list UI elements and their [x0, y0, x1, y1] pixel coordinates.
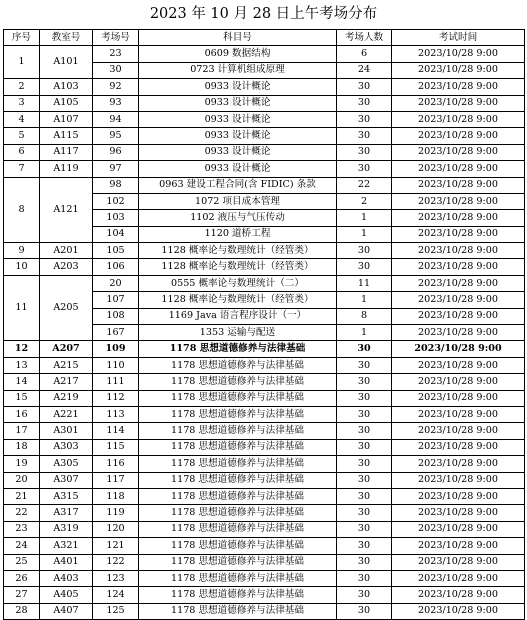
cell-subject: 0963 建设工程合同(含 FIDIC) 条款: [139, 177, 337, 193]
table-row: [4, 128, 525, 144]
cell-exam-hall: 30: [93, 62, 139, 78]
cell-exam-time: 2023/10/28 9:00: [392, 587, 525, 603]
table-row: [4, 259, 525, 275]
cell-classroom: A303: [40, 439, 93, 455]
table-body: [4, 46, 525, 620]
cell-student-count: 30: [337, 95, 392, 111]
cell-exam-time: 2023/10/28 9:00: [392, 111, 525, 127]
cell-exam-hall: 109: [93, 341, 139, 357]
cell-index: 11: [4, 275, 40, 341]
cell-index: 20: [4, 472, 40, 488]
column-header-subject: 科目号: [139, 30, 337, 46]
cell-subject: 1353 运输与配送: [139, 325, 337, 341]
cell-exam-time: 2023/10/28 9:00: [392, 95, 525, 111]
cell-exam-hall: 125: [93, 603, 139, 619]
cell-student-count: 30: [337, 456, 392, 472]
cell-classroom: A317: [40, 505, 93, 521]
cell-exam-time: 2023/10/28 9:00: [392, 177, 525, 193]
cell-subject: 0933 设计概论: [139, 144, 337, 160]
table-row: [4, 144, 525, 160]
cell-subject: 1178 思想道德修养与法律基础: [139, 374, 337, 390]
cell-subject: 1102 液压与气压传动: [139, 210, 337, 226]
cell-student-count: 11: [337, 275, 392, 291]
cell-exam-hall: 115: [93, 439, 139, 455]
cell-classroom: A217: [40, 374, 93, 390]
table-row: [4, 587, 525, 603]
cell-exam-time: 2023/10/28 9:00: [392, 406, 525, 422]
cell-index: 7: [4, 161, 40, 177]
cell-student-count: 2: [337, 193, 392, 209]
table-row: [4, 46, 525, 62]
cell-subject: 0933 设计概论: [139, 161, 337, 177]
table-row: [4, 341, 525, 357]
cell-index: 8: [4, 177, 40, 243]
cell-classroom: A401: [40, 554, 93, 570]
cell-index: 25: [4, 554, 40, 570]
cell-subject: 1169 Java 语言程序设计（一）: [139, 308, 337, 324]
cell-subject: 1072 项目成本管理: [139, 193, 337, 209]
cell-exam-hall: 124: [93, 587, 139, 603]
cell-subject: 0555 概率论与数理统计（二）: [139, 275, 337, 291]
table-row: [4, 456, 525, 472]
cell-exam-time: 2023/10/28 9:00: [392, 161, 525, 177]
cell-index: 2: [4, 79, 40, 95]
cell-exam-hall: 92: [93, 79, 139, 95]
cell-exam-time: 2023/10/28 9:00: [392, 128, 525, 144]
cell-subject: 1178 思想道德修养与法律基础: [139, 538, 337, 554]
table-row: [4, 161, 525, 177]
cell-subject: 1178 思想道德修养与法律基础: [139, 472, 337, 488]
cell-subject: 0933 设计概论: [139, 95, 337, 111]
table-row: [4, 521, 525, 537]
cell-exam-hall: 104: [93, 226, 139, 242]
cell-exam-time: 2023/10/28 9:00: [392, 292, 525, 308]
cell-index: 24: [4, 538, 40, 554]
cell-subject: 1178 思想道德修养与法律基础: [139, 341, 337, 357]
cell-exam-hall: 167: [93, 325, 139, 341]
cell-index: 14: [4, 374, 40, 390]
table-row: [4, 439, 525, 455]
table-row: [4, 472, 525, 488]
cell-index: 4: [4, 111, 40, 127]
cell-classroom: A103: [40, 79, 93, 95]
table-row: [4, 570, 525, 586]
cell-student-count: 24: [337, 62, 392, 78]
cell-exam-time: 2023/10/28 9:00: [392, 374, 525, 390]
cell-exam-time: 2023/10/28 9:00: [392, 275, 525, 291]
cell-student-count: 30: [337, 603, 392, 619]
cell-student-count: 30: [337, 554, 392, 570]
cell-exam-hall: 94: [93, 111, 139, 127]
cell-subject: 1178 思想道德修养与法律基础: [139, 488, 337, 504]
cell-student-count: 6: [337, 46, 392, 62]
table-row: [4, 538, 525, 554]
cell-exam-hall: 93: [93, 95, 139, 111]
column-header-exam-hall: 考场号: [93, 30, 139, 46]
table-row: [4, 423, 525, 439]
cell-index: 23: [4, 521, 40, 537]
cell-subject: 1178 思想道德修养与法律基础: [139, 423, 337, 439]
cell-classroom: A101: [40, 46, 93, 79]
cell-student-count: 30: [337, 259, 392, 275]
cell-exam-time: 2023/10/28 9:00: [392, 357, 525, 373]
cell-exam-time: 2023/10/28 9:00: [392, 390, 525, 406]
cell-exam-hall: 107: [93, 292, 139, 308]
cell-exam-hall: 113: [93, 406, 139, 422]
cell-subject: 1178 思想道德修养与法律基础: [139, 570, 337, 586]
cell-student-count: 30: [337, 243, 392, 259]
cell-index: 12: [4, 341, 40, 357]
cell-classroom: A319: [40, 521, 93, 537]
cell-classroom: A121: [40, 177, 93, 243]
cell-student-count: 1: [337, 325, 392, 341]
cell-exam-time: 2023/10/28 9:00: [392, 46, 525, 62]
cell-exam-hall: 95: [93, 128, 139, 144]
cell-exam-hall: 110: [93, 357, 139, 373]
cell-subject: 1128 概率论与数理统计（经管类）: [139, 292, 337, 308]
cell-index: 9: [4, 243, 40, 259]
table-row: [4, 603, 525, 619]
cell-index: 28: [4, 603, 40, 619]
cell-student-count: 30: [337, 439, 392, 455]
cell-subject: 1178 思想道德修养与法律基础: [139, 390, 337, 406]
cell-student-count: 30: [337, 587, 392, 603]
cell-index: 1: [4, 46, 40, 79]
cell-student-count: 1: [337, 210, 392, 226]
cell-classroom: A315: [40, 488, 93, 504]
cell-index: 6: [4, 144, 40, 160]
cell-classroom: A119: [40, 161, 93, 177]
cell-exam-hall: 118: [93, 488, 139, 504]
cell-exam-hall: 20: [93, 275, 139, 291]
cell-exam-time: 2023/10/28 9:00: [392, 79, 525, 95]
cell-exam-hall: 96: [93, 144, 139, 160]
cell-student-count: 30: [337, 111, 392, 127]
cell-exam-time: 2023/10/28 9:00: [392, 570, 525, 586]
cell-exam-hall: 105: [93, 243, 139, 259]
page-title: 2023 年 10 月 28 日上午考场分布: [149, 6, 378, 22]
cell-subject: 1178 思想道德修养与法律基础: [139, 603, 337, 619]
cell-exam-hall: 116: [93, 456, 139, 472]
cell-classroom: A405: [40, 587, 93, 603]
cell-classroom: A321: [40, 538, 93, 554]
cell-exam-time: 2023/10/28 9:00: [392, 341, 525, 357]
cell-index: 16: [4, 406, 40, 422]
cell-subject: 1128 概率论与数理统计（经管类）: [139, 259, 337, 275]
cell-exam-time: 2023/10/28 9:00: [392, 488, 525, 504]
cell-student-count: 30: [337, 128, 392, 144]
cell-index: 3: [4, 95, 40, 111]
table-row: [4, 79, 525, 95]
cell-subject: 1178 思想道德修养与法律基础: [139, 439, 337, 455]
cell-exam-time: 2023/10/28 9:00: [392, 259, 525, 275]
cell-exam-hall: 121: [93, 538, 139, 554]
cell-exam-time: 2023/10/28 9:00: [392, 210, 525, 226]
cell-classroom: A117: [40, 144, 93, 160]
table-row: [4, 95, 525, 111]
cell-subject: 1178 思想道德修养与法律基础: [139, 406, 337, 422]
table-row: [4, 406, 525, 422]
cell-classroom: A201: [40, 243, 93, 259]
cell-index: 21: [4, 488, 40, 504]
cell-exam-time: 2023/10/28 9:00: [392, 538, 525, 554]
cell-exam-hall: 114: [93, 423, 139, 439]
cell-student-count: 30: [337, 357, 392, 373]
cell-subject: 0609 数据结构: [139, 46, 337, 62]
cell-exam-time: 2023/10/28 9:00: [392, 226, 525, 242]
cell-classroom: A305: [40, 456, 93, 472]
cell-subject: 0933 设计概论: [139, 79, 337, 95]
cell-classroom: A403: [40, 570, 93, 586]
cell-student-count: 1: [337, 226, 392, 242]
cell-exam-time: 2023/10/28 9:00: [392, 472, 525, 488]
table-row: [4, 357, 525, 373]
table-row: [4, 111, 525, 127]
cell-exam-hall: 98: [93, 177, 139, 193]
cell-exam-hall: 120: [93, 521, 139, 537]
column-header-classroom: 教室号: [40, 30, 93, 46]
table-row: [4, 374, 525, 390]
table-row: [4, 554, 525, 570]
cell-subject: 1178 思想道德修养与法律基础: [139, 505, 337, 521]
cell-student-count: 30: [337, 570, 392, 586]
cell-subject: 1120 道桥工程: [139, 226, 337, 242]
cell-exam-time: 2023/10/28 9:00: [392, 308, 525, 324]
table-row: [4, 275, 525, 291]
cell-subject: 1178 思想道德修养与法律基础: [139, 521, 337, 537]
cell-classroom: A219: [40, 390, 93, 406]
cell-index: 13: [4, 357, 40, 373]
cell-index: 18: [4, 439, 40, 455]
cell-classroom: A301: [40, 423, 93, 439]
cell-classroom: A105: [40, 95, 93, 111]
cell-student-count: 30: [337, 521, 392, 537]
cell-exam-time: 2023/10/28 9:00: [392, 521, 525, 537]
table-row: [4, 390, 525, 406]
cell-index: 5: [4, 128, 40, 144]
column-header-student-count: 考场人数: [337, 30, 392, 46]
table-header-row: [4, 30, 525, 46]
table-row: [4, 177, 525, 193]
cell-exam-time: 2023/10/28 9:00: [392, 144, 525, 160]
cell-exam-hall: 117: [93, 472, 139, 488]
cell-index: 27: [4, 587, 40, 603]
cell-exam-hall: 123: [93, 570, 139, 586]
cell-subject: 0933 设计概论: [139, 128, 337, 144]
cell-student-count: 30: [337, 144, 392, 160]
cell-student-count: 30: [337, 472, 392, 488]
cell-index: 26: [4, 570, 40, 586]
cell-subject: 1178 思想道德修养与法律基础: [139, 456, 337, 472]
cell-subject: 1178 思想道德修养与法律基础: [139, 357, 337, 373]
cell-exam-time: 2023/10/28 9:00: [392, 554, 525, 570]
cell-exam-hall: 108: [93, 308, 139, 324]
table-row: [4, 505, 525, 521]
cell-exam-hall: 102: [93, 193, 139, 209]
cell-student-count: 30: [337, 488, 392, 504]
cell-exam-hall: 119: [93, 505, 139, 521]
cell-index: 10: [4, 259, 40, 275]
cell-classroom: A407: [40, 603, 93, 619]
cell-classroom: A107: [40, 111, 93, 127]
cell-exam-hall: 111: [93, 374, 139, 390]
cell-classroom: A203: [40, 259, 93, 275]
cell-exam-hall: 106: [93, 259, 139, 275]
cell-index: 19: [4, 456, 40, 472]
cell-student-count: 30: [337, 505, 392, 521]
table-row: [4, 488, 525, 504]
cell-student-count: 30: [337, 161, 392, 177]
cell-index: 22: [4, 505, 40, 521]
cell-exam-hall: 97: [93, 161, 139, 177]
cell-exam-time: 2023/10/28 9:00: [392, 505, 525, 521]
cell-exam-time: 2023/10/28 9:00: [392, 243, 525, 259]
cell-subject: 0723 计算机组成原理: [139, 62, 337, 78]
cell-subject: 1178 思想道德修养与法律基础: [139, 587, 337, 603]
cell-exam-time: 2023/10/28 9:00: [392, 603, 525, 619]
cell-exam-hall: 112: [93, 390, 139, 406]
cell-classroom: A307: [40, 472, 93, 488]
cell-subject: 1128 概率论与数理统计（经管类）: [139, 243, 337, 259]
cell-classroom: A205: [40, 275, 93, 341]
cell-subject: 0933 设计概论: [139, 111, 337, 127]
cell-student-count: 30: [337, 423, 392, 439]
cell-student-count: 1: [337, 292, 392, 308]
cell-student-count: 30: [337, 79, 392, 95]
cell-exam-time: 2023/10/28 9:00: [392, 439, 525, 455]
column-header-index: 序号: [4, 30, 40, 46]
cell-index: 17: [4, 423, 40, 439]
cell-student-count: 22: [337, 177, 392, 193]
cell-exam-time: 2023/10/28 9:00: [392, 62, 525, 78]
cell-exam-time: 2023/10/28 9:00: [392, 325, 525, 341]
cell-classroom: A221: [40, 406, 93, 422]
cell-exam-hall: 122: [93, 554, 139, 570]
cell-exam-hall: 103: [93, 210, 139, 226]
cell-student-count: 30: [337, 341, 392, 357]
cell-index: 15: [4, 390, 40, 406]
cell-exam-time: 2023/10/28 9:00: [392, 193, 525, 209]
cell-exam-time: 2023/10/28 9:00: [392, 456, 525, 472]
exam-schedule-table: [3, 29, 525, 620]
cell-student-count: 30: [337, 406, 392, 422]
cell-student-count: 30: [337, 374, 392, 390]
cell-student-count: 30: [337, 390, 392, 406]
cell-classroom: A207: [40, 341, 93, 357]
column-header-exam-time: 考试时间: [392, 30, 525, 46]
cell-exam-hall: 23: [93, 46, 139, 62]
cell-subject: 1178 思想道德修养与法律基础: [139, 554, 337, 570]
cell-classroom: A115: [40, 128, 93, 144]
table-row: [4, 243, 525, 259]
cell-student-count: 8: [337, 308, 392, 324]
cell-exam-time: 2023/10/28 9:00: [392, 423, 525, 439]
cell-student-count: 30: [337, 538, 392, 554]
cell-classroom: A215: [40, 357, 93, 373]
